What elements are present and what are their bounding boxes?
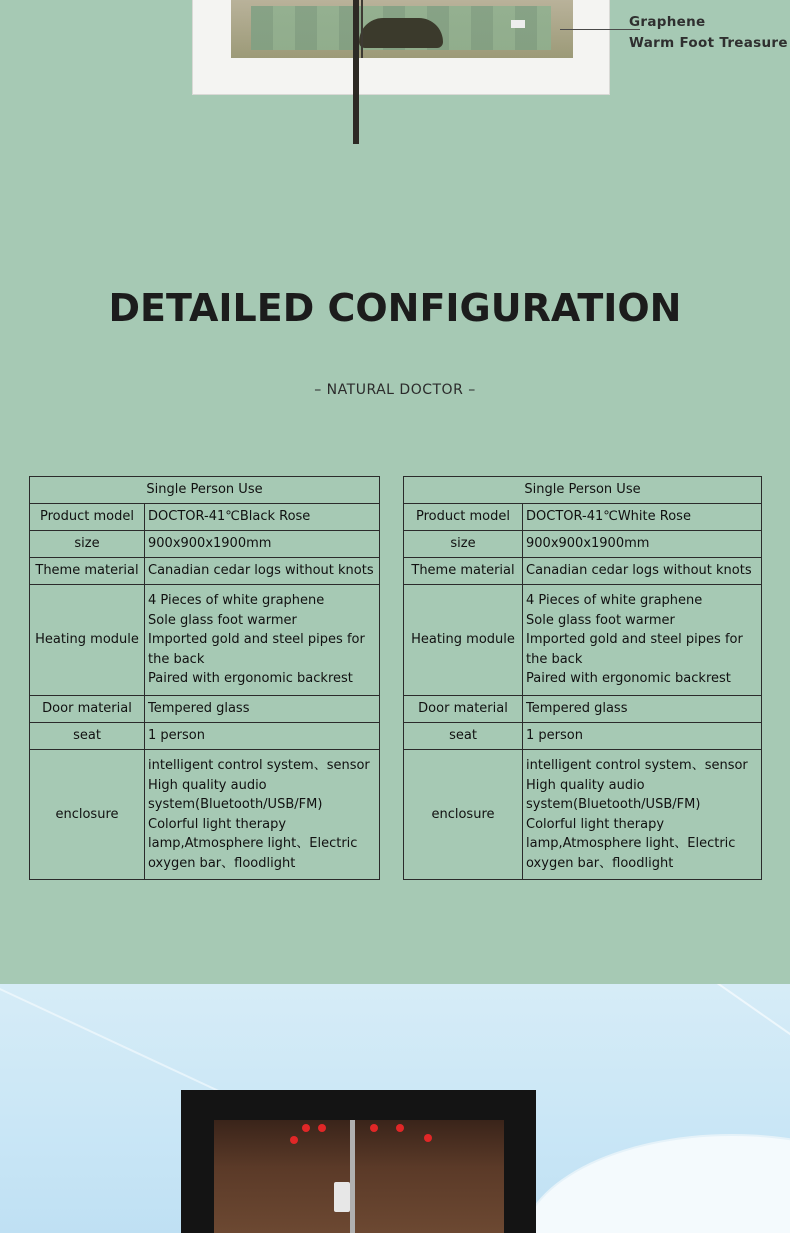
door-frame-bar	[350, 1120, 355, 1233]
table-row	[404, 585, 762, 696]
door-hinge	[511, 20, 525, 28]
sauna-floor-photo	[192, 0, 610, 95]
glass-door-divider	[361, 0, 363, 58]
table-row	[30, 531, 380, 558]
row-value: DOCTOR-41℃Black Rose	[145, 504, 380, 531]
row-label: seat	[404, 723, 523, 750]
row-label: enclosure	[30, 750, 145, 880]
row-value: 900x900x1900mm	[523, 531, 762, 558]
row-label: Theme material	[30, 558, 145, 585]
row-label: Theme material	[404, 558, 523, 585]
callout-pointer-line	[560, 29, 640, 30]
section-subheading: – NATURAL DOCTOR –	[314, 382, 476, 398]
value-line: intelligent control system、sensor	[526, 758, 748, 773]
table-row	[404, 558, 762, 585]
red-light-icon	[318, 1124, 326, 1132]
row-label: Product model	[404, 504, 523, 531]
product-photo-section	[0, 984, 790, 1233]
red-light-icon	[396, 1124, 404, 1132]
section-heading: DETAILED CONFIGURATION	[108, 286, 682, 330]
table-row	[30, 585, 380, 696]
callout-line-2: Warm Foot Treasure	[629, 35, 788, 51]
row-label: size	[404, 531, 523, 558]
row-label: enclosure	[404, 750, 523, 880]
value-line: system(Bluetooth/USB/FM)	[526, 797, 701, 812]
row-label: Heating module	[30, 585, 145, 696]
row-label: Door material	[404, 696, 523, 723]
door-handle	[353, 0, 359, 144]
row-value-multiline	[145, 585, 380, 696]
table-row	[30, 558, 380, 585]
value-line: Imported gold and steel pipes for	[148, 632, 365, 648]
table-row	[30, 723, 380, 750]
value-line: Paired with ergonomic backrest	[526, 671, 731, 687]
value-line: 4 Pieces of white graphene	[526, 593, 703, 609]
table-row	[30, 750, 380, 880]
value-line: lamp,Atmosphere light、Electric	[526, 836, 736, 851]
table-row	[404, 696, 762, 723]
row-value: Tempered glass	[145, 696, 380, 723]
sauna-floor	[231, 0, 573, 58]
table-row	[404, 531, 762, 558]
spec-table-black-rose	[29, 476, 380, 880]
row-label: Product model	[30, 504, 145, 531]
row-value: 1 person	[523, 723, 762, 750]
table-row	[30, 504, 380, 531]
red-light-icon	[370, 1124, 378, 1132]
mat-figure	[359, 18, 443, 48]
table-row	[404, 723, 762, 750]
callout-line-1: Graphene	[629, 14, 706, 30]
value-line: Paired with ergonomic backrest	[148, 671, 353, 687]
value-line: oxygen bar、floodlight	[148, 855, 296, 871]
value-line: intelligent control system、sensor	[148, 758, 370, 773]
sauna-interior	[214, 1120, 504, 1233]
row-label: seat	[30, 723, 145, 750]
spec-table-white-rose	[403, 476, 762, 880]
value-line: the back	[148, 651, 205, 667]
value-line: High quality audio	[526, 777, 645, 793]
value-line: system(Bluetooth/USB/FM)	[148, 797, 323, 812]
value-line: Sole glass foot warmer	[526, 612, 675, 628]
row-value: 1 person	[145, 723, 380, 750]
value-line: 4 Pieces of white graphene	[148, 593, 325, 609]
row-value-multiline	[523, 585, 762, 696]
table-row	[404, 750, 762, 880]
table-row	[30, 696, 380, 723]
row-label: Door material	[30, 696, 145, 723]
value-line: the back	[526, 651, 583, 667]
table-header: Single Person Use	[30, 477, 380, 504]
row-value-multiline	[523, 750, 762, 880]
value-line: Sole glass foot warmer	[148, 612, 297, 628]
row-label: Heating module	[404, 585, 523, 696]
row-value: Tempered glass	[523, 696, 762, 723]
value-line: Imported gold and steel pipes for	[526, 632, 743, 648]
row-value: Canadian cedar logs without knots	[145, 558, 380, 585]
background-glow	[520, 1134, 790, 1233]
red-light-icon	[424, 1134, 432, 1142]
row-value-multiline	[145, 750, 380, 880]
row-value: Canadian cedar logs without knots	[523, 558, 762, 585]
red-light-icon	[302, 1124, 310, 1132]
red-light-icon	[290, 1136, 298, 1144]
row-value: DOCTOR-41℃White Rose	[523, 504, 762, 531]
table-header: Single Person Use	[404, 477, 762, 504]
value-line: oxygen bar、floodlight	[526, 855, 674, 871]
value-line: Colorful light therapy	[148, 816, 287, 832]
table-row	[404, 504, 762, 531]
value-line: High quality audio	[148, 777, 267, 793]
door-latch	[334, 1182, 350, 1212]
sauna-cabin-image	[181, 1090, 536, 1233]
row-label: size	[30, 531, 145, 558]
row-value: 900x900x1900mm	[145, 531, 380, 558]
value-line: Colorful light therapy	[526, 816, 665, 832]
value-line: lamp,Atmosphere light、Electric	[148, 836, 358, 851]
feature-callout	[629, 12, 788, 54]
light-ray	[638, 984, 790, 1043]
